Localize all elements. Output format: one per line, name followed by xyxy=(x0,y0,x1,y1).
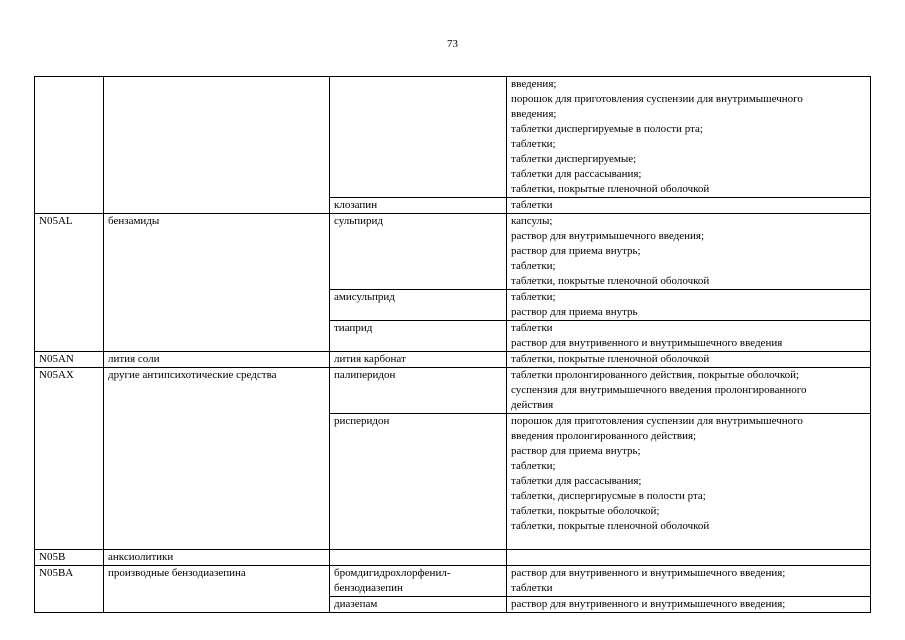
atc-code: N05AX xyxy=(39,369,74,381)
forms-cell xyxy=(507,214,871,290)
form-line: таблетки; xyxy=(511,291,556,303)
form-line: таблетки, покрытые пленочной оболочкой xyxy=(511,183,710,195)
form-line: введения; xyxy=(511,108,557,120)
drug-cell xyxy=(330,198,507,214)
table-row xyxy=(35,566,871,597)
drug-name: палиперидон xyxy=(334,369,396,381)
drug-cell xyxy=(330,352,507,368)
drug-name: диазепам xyxy=(334,598,378,610)
group-name: лития соли xyxy=(108,353,160,365)
forms-cell xyxy=(507,368,871,414)
forms-cell xyxy=(507,321,871,352)
form-line: таблетки, диспергирусмые в полости рта; xyxy=(511,490,706,502)
forms-cell xyxy=(507,566,871,597)
form-line: таблетки диспергируемые; xyxy=(511,153,637,165)
form-line: таблетки; xyxy=(511,138,556,150)
form-line: таблетки xyxy=(511,582,553,594)
forms-cell xyxy=(507,352,871,368)
atc-code: N05AL xyxy=(39,215,73,227)
drug-name: рисперидон xyxy=(334,415,390,427)
form-line: раствор для внутримышечного введения; xyxy=(511,230,705,242)
table-row xyxy=(35,214,871,290)
group-name: производные бензодиазепина xyxy=(108,567,246,579)
group-cell xyxy=(104,214,330,352)
form-line: действия xyxy=(511,399,554,411)
group-name: бензамиды xyxy=(108,215,160,227)
atc-code-cell xyxy=(35,214,104,352)
table-row xyxy=(35,550,871,566)
drug-cell xyxy=(330,550,507,566)
drug-table xyxy=(34,76,871,613)
form-line: раствор для приема внутрь; xyxy=(511,245,641,257)
drug-cell xyxy=(330,414,507,550)
form-line: таблетки для рассасывания; xyxy=(511,168,642,180)
atc-code: N05B xyxy=(39,551,66,563)
form-line: суспензия для внутримышечного введения пролонгированного xyxy=(511,384,807,396)
form-line: порошок для приготовления суспензии для внутримышечного xyxy=(511,415,803,427)
form-line: порошок для приготовления суспензии для внутримышечного xyxy=(511,93,803,105)
table-row xyxy=(35,77,871,198)
forms-cell xyxy=(507,198,871,214)
atc-code: N05AN xyxy=(39,353,74,365)
drug-cell xyxy=(330,566,507,597)
drug-cell xyxy=(330,290,507,321)
group-name: анксиолитики xyxy=(108,551,174,563)
table-row xyxy=(35,368,871,414)
drug-cell xyxy=(330,321,507,352)
drug-cell xyxy=(330,597,507,613)
forms-cell xyxy=(507,290,871,321)
form-line: раствор для внутривенного и внутримышечного введения; xyxy=(511,598,786,610)
group-name: другие антипсихотические средства xyxy=(108,369,277,381)
group-cell xyxy=(104,368,330,550)
drug-cell xyxy=(330,77,507,198)
form-line: таблетки; xyxy=(511,260,556,272)
form-line: таблетки, покрытые оболочкой; xyxy=(511,505,660,517)
drug-name: лития карбонат xyxy=(334,353,406,365)
page-number: 73 xyxy=(447,38,458,50)
group-cell xyxy=(104,566,330,613)
group-cell xyxy=(104,198,330,214)
drug-cell xyxy=(330,214,507,290)
form-line: введения; xyxy=(511,78,557,90)
form-line: раствор для внутривенного и внутримышечного введения; xyxy=(511,567,786,579)
forms-cell xyxy=(507,597,871,613)
drug-name: сульпирид xyxy=(334,215,384,227)
forms-cell xyxy=(507,550,871,566)
form-line: таблетки xyxy=(511,322,553,334)
group-cell xyxy=(104,77,330,198)
atc-code-cell xyxy=(35,550,104,566)
drug-cell xyxy=(330,368,507,414)
group-cell xyxy=(104,352,330,368)
form-line: раствор для приема внутрь; xyxy=(511,445,641,457)
atc-code-cell xyxy=(35,198,104,214)
form-line: введения пролонгированного действия; xyxy=(511,430,697,442)
form-line: раствор для приема внутрь xyxy=(511,306,638,318)
drug-name: амисульприд xyxy=(334,291,395,303)
atc-code-cell xyxy=(35,368,104,550)
form-line: таблетки пролонгированного действия, покрытые оболочкой; xyxy=(511,369,800,381)
drug-name: бромдигидрохлорфенил- xyxy=(334,567,451,579)
table-row xyxy=(35,198,871,214)
form-line: капсулы; xyxy=(511,215,553,227)
form-line: таблетки диспергируемые в полости рта; xyxy=(511,123,703,135)
group-cell xyxy=(104,550,330,566)
form-line: раствор для внутривенного и внутримышечного введения xyxy=(511,337,783,349)
forms-cell xyxy=(507,77,871,198)
form-line: таблетки xyxy=(511,199,553,211)
form-line: таблетки, покрытые пленочной оболочкой xyxy=(511,353,710,365)
drug-name-cont: бензодиазепин xyxy=(334,582,403,594)
form-line: таблетки; xyxy=(511,460,556,472)
atc-code-cell xyxy=(35,77,104,198)
form-line: таблетки, покрытые пленочной оболочкой xyxy=(511,520,710,532)
form-line: таблетки для рассасывания; xyxy=(511,475,642,487)
atc-code: N05BA xyxy=(39,567,74,579)
atc-code-cell xyxy=(35,566,104,613)
form-line: таблетки, покрытые пленочной оболочкой xyxy=(511,275,710,287)
drug-name: клозапин xyxy=(334,199,378,211)
drug-name: тиаприд xyxy=(334,322,373,334)
table-row xyxy=(35,352,871,368)
atc-code-cell xyxy=(35,352,104,368)
forms-cell xyxy=(507,414,871,550)
form-line-blank xyxy=(511,534,866,549)
